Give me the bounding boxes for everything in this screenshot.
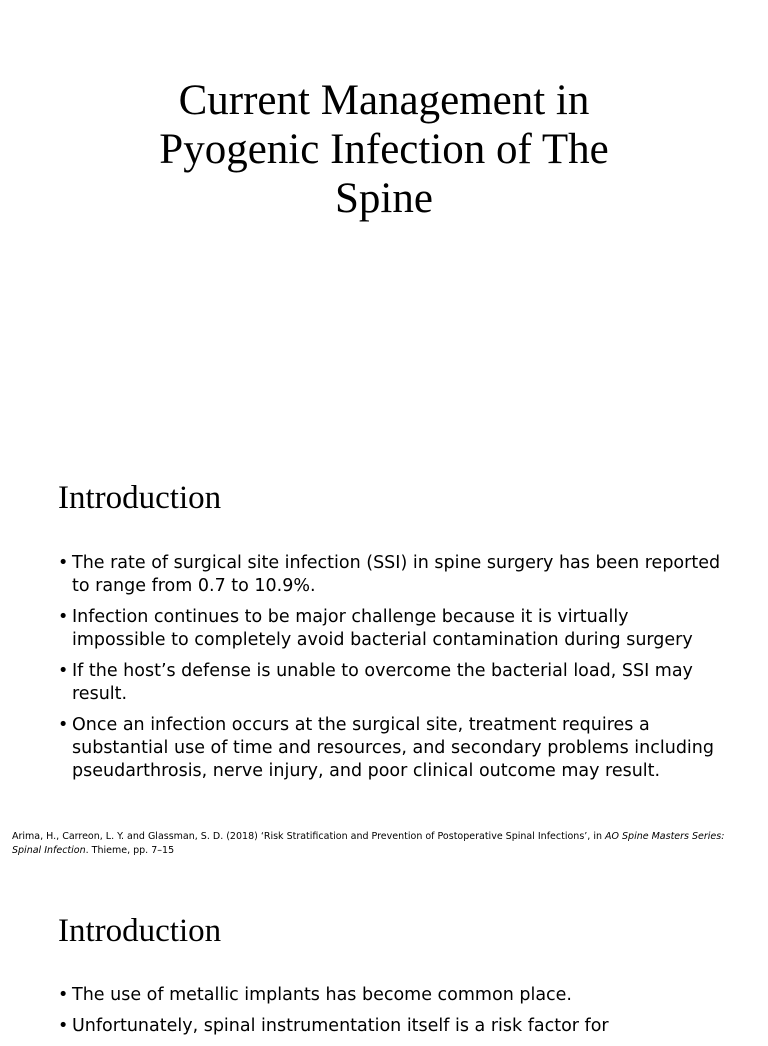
- bullet-line: substantial use of time and resources, and secondary problems including: [72, 738, 714, 758]
- bullet-line: The use of metallic implants has become common place.: [72, 985, 572, 1005]
- title-line: Pyogenic Infection of The: [159, 126, 609, 173]
- bullet-list-introduction-2: [58, 984, 748, 1046]
- bullet-item: [58, 660, 748, 706]
- bullet-line: result.: [72, 684, 128, 704]
- citation: [12, 830, 742, 858]
- bullet-line: The rate of surgical site infection (SSI) in spine surgery has been reported: [72, 553, 721, 573]
- bullet-icon: •: [58, 715, 69, 735]
- bullet-icon: •: [58, 985, 69, 1005]
- title-line: Spine: [335, 175, 433, 222]
- bullet-item: [58, 552, 748, 598]
- bullet-line: If the host’s defense is unable to overcome the bacterial load, SSI may: [72, 661, 693, 681]
- bullet-line: Unfortunately, spinal instrumentation itself is a risk factor for: [72, 1016, 609, 1036]
- bullet-item: [58, 984, 748, 1007]
- bullet-item: [58, 714, 748, 783]
- bullet-icon: •: [58, 553, 69, 573]
- bullet-line: to range from 0.7 to 10.9%.: [72, 576, 316, 596]
- bullet-line: Infection continues to be major challenge because it is virtually: [72, 607, 629, 627]
- citation-suffix: . Thieme, pp. 7–15: [85, 845, 175, 856]
- bullet-line: impossible to completely avoid bacterial contamination during surgery: [72, 630, 693, 650]
- section-heading-introduction: Introduction: [58, 480, 222, 516]
- bullet-item: [58, 1015, 748, 1038]
- bullet-list-introduction: [58, 552, 748, 791]
- citation-series-title: Spinal Infection: [12, 845, 86, 856]
- citation-prefix: Arima, H., Carreon, L. Y. and Glassman, S. D. (2018) ‘Risk Stratification and Prevention of Postoperative Spinal Infections’, in: [12, 831, 606, 842]
- section-heading-introduction-2: Introduction: [58, 913, 222, 949]
- citation-series: AO Spine Masters Series:: [605, 831, 725, 842]
- bullet-line: pseudarthrosis, nerve injury, and poor clinical outcome may result.: [72, 761, 661, 781]
- bullet-icon: •: [58, 607, 69, 627]
- title-line: Current Management in: [178, 77, 590, 124]
- bullet-item: [58, 606, 748, 652]
- bullet-icon: •: [58, 1016, 69, 1036]
- bullet-line: Once an infection occurs at the surgical site, treatment requires a: [72, 715, 650, 735]
- document-title: [84, 76, 684, 223]
- bullet-icon: •: [58, 661, 69, 681]
